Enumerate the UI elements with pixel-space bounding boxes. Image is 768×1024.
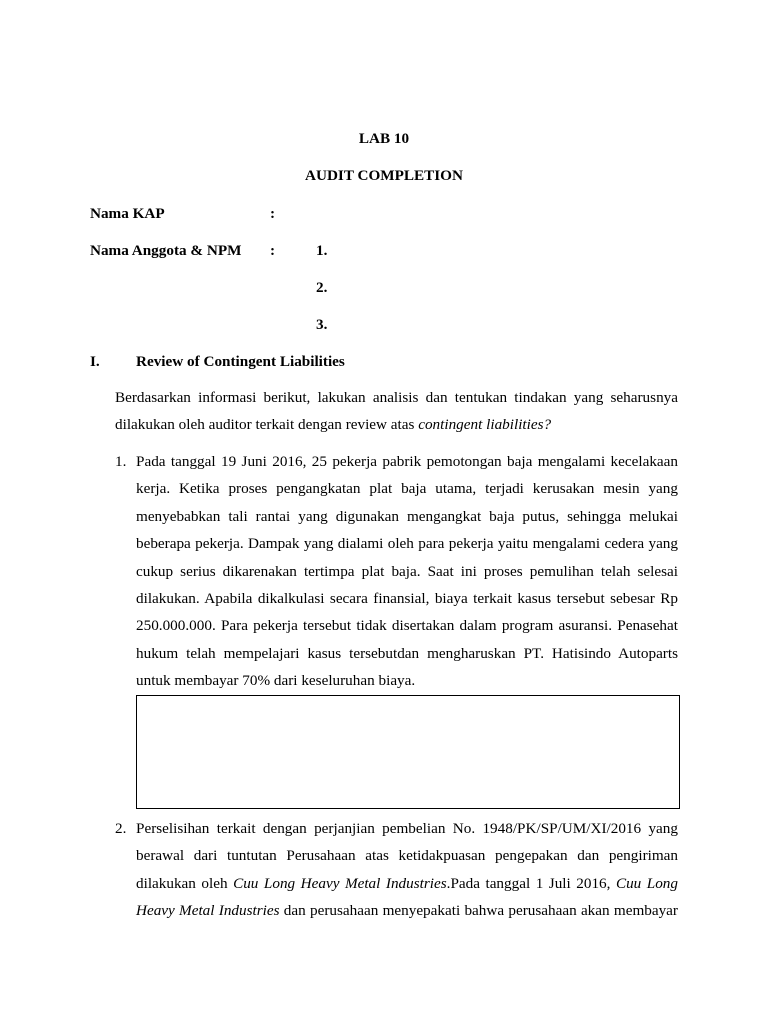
case-2-text-segment: dan perusahaan menyepakati bahwa perusahaan akan membayar	[279, 902, 678, 920]
case-2-line: berawal dari tuntutan Perusahaan atas ketidakpuasan pengepakan dan pengiriman	[136, 847, 678, 865]
kap-label: Nama KAP	[90, 205, 165, 222]
kap-colon: :	[270, 205, 276, 222]
section-number: I.	[90, 353, 100, 370]
case-1-line: cukup serius dikarenakan tertimpa plat baja. Saat ini proses pemulihan telah selesai	[136, 562, 678, 580]
members-colon: :	[270, 242, 276, 259]
case-1-line: dilakukan. Apabila dikalkulasi secara finansial, biaya terkait kasus tersebut sebesar Rp	[136, 589, 678, 607]
case-1-text	[136, 448, 678, 695]
case-1-line: kerja. Ketika proses pengangkatan plat baja utama, terjadi kerusakan mesin yang	[136, 480, 678, 498]
member-2-number: 2.	[316, 279, 328, 296]
case-2-line	[136, 870, 678, 897]
company-name: Heavy Metal Industries	[136, 902, 280, 920]
case-2-text-segment: dilakukan oleh	[136, 874, 234, 892]
case-1-line: hukum telah mempelajari kasus tersebutdan mengharuskan PT. Hatisindo Autoparts	[136, 644, 678, 662]
case-2-line	[136, 897, 678, 924]
company-name: Cuu Long Heavy Metal Industries	[233, 874, 447, 892]
intro-text: dilakukan oleh auditor terkait dengan review atas	[115, 416, 419, 434]
case-1-answer-box[interactable]	[136, 695, 680, 809]
intro-emphasis: contingent liabilities?	[418, 416, 552, 434]
case-2-text	[136, 815, 678, 925]
intro-line	[115, 411, 678, 438]
section-intro	[115, 384, 678, 439]
case-2-line: Perselisihan terkait dengan perjanjian pembelian No. 1948/PK/SP/UM/XI/2016 yang	[136, 820, 678, 837]
case-1-line: Pada tanggal 19 Juni 2016, 25 pekerja pabrik pemotongan baja mengalami kecelakaan	[136, 453, 678, 470]
member-1-number: 1.	[316, 242, 328, 259]
case-1-number: 1.	[115, 453, 127, 470]
section-title: Review of Contingent Liabilities	[136, 353, 345, 370]
lab-number: LAB 10	[358, 130, 410, 147]
case-1-line: untuk membayar 70% dari keseluruhan biaya.	[136, 672, 416, 690]
case-1-line: menyebabkan tali rantai yang digunakan mengangkat baja putus, sehingga melukai	[136, 507, 678, 525]
member-3-number: 3.	[316, 316, 328, 333]
case-2-number: 2.	[115, 820, 127, 837]
company-name: Cuu Long	[615, 874, 678, 892]
case-1-line: 250.000.000. Para pekerja tersebut tidak disertakan dalam program asuransi. Penasehat	[136, 617, 678, 635]
members-label: Nama Anggota & NPM	[90, 242, 242, 259]
page-title: AUDIT COMPLETION	[305, 167, 463, 184]
case-1-line: beberapa pekerja. Dampak yang dialami oleh para pekerja yaitu mengalami cedera yang	[136, 535, 678, 553]
intro-line: Berdasarkan informasi berikut, lakukan analisis dan tentukan tindakan yang seharusnya	[115, 389, 678, 406]
case-2-text-segment: .Pada tanggal 1 Juli 2016,	[446, 874, 616, 892]
